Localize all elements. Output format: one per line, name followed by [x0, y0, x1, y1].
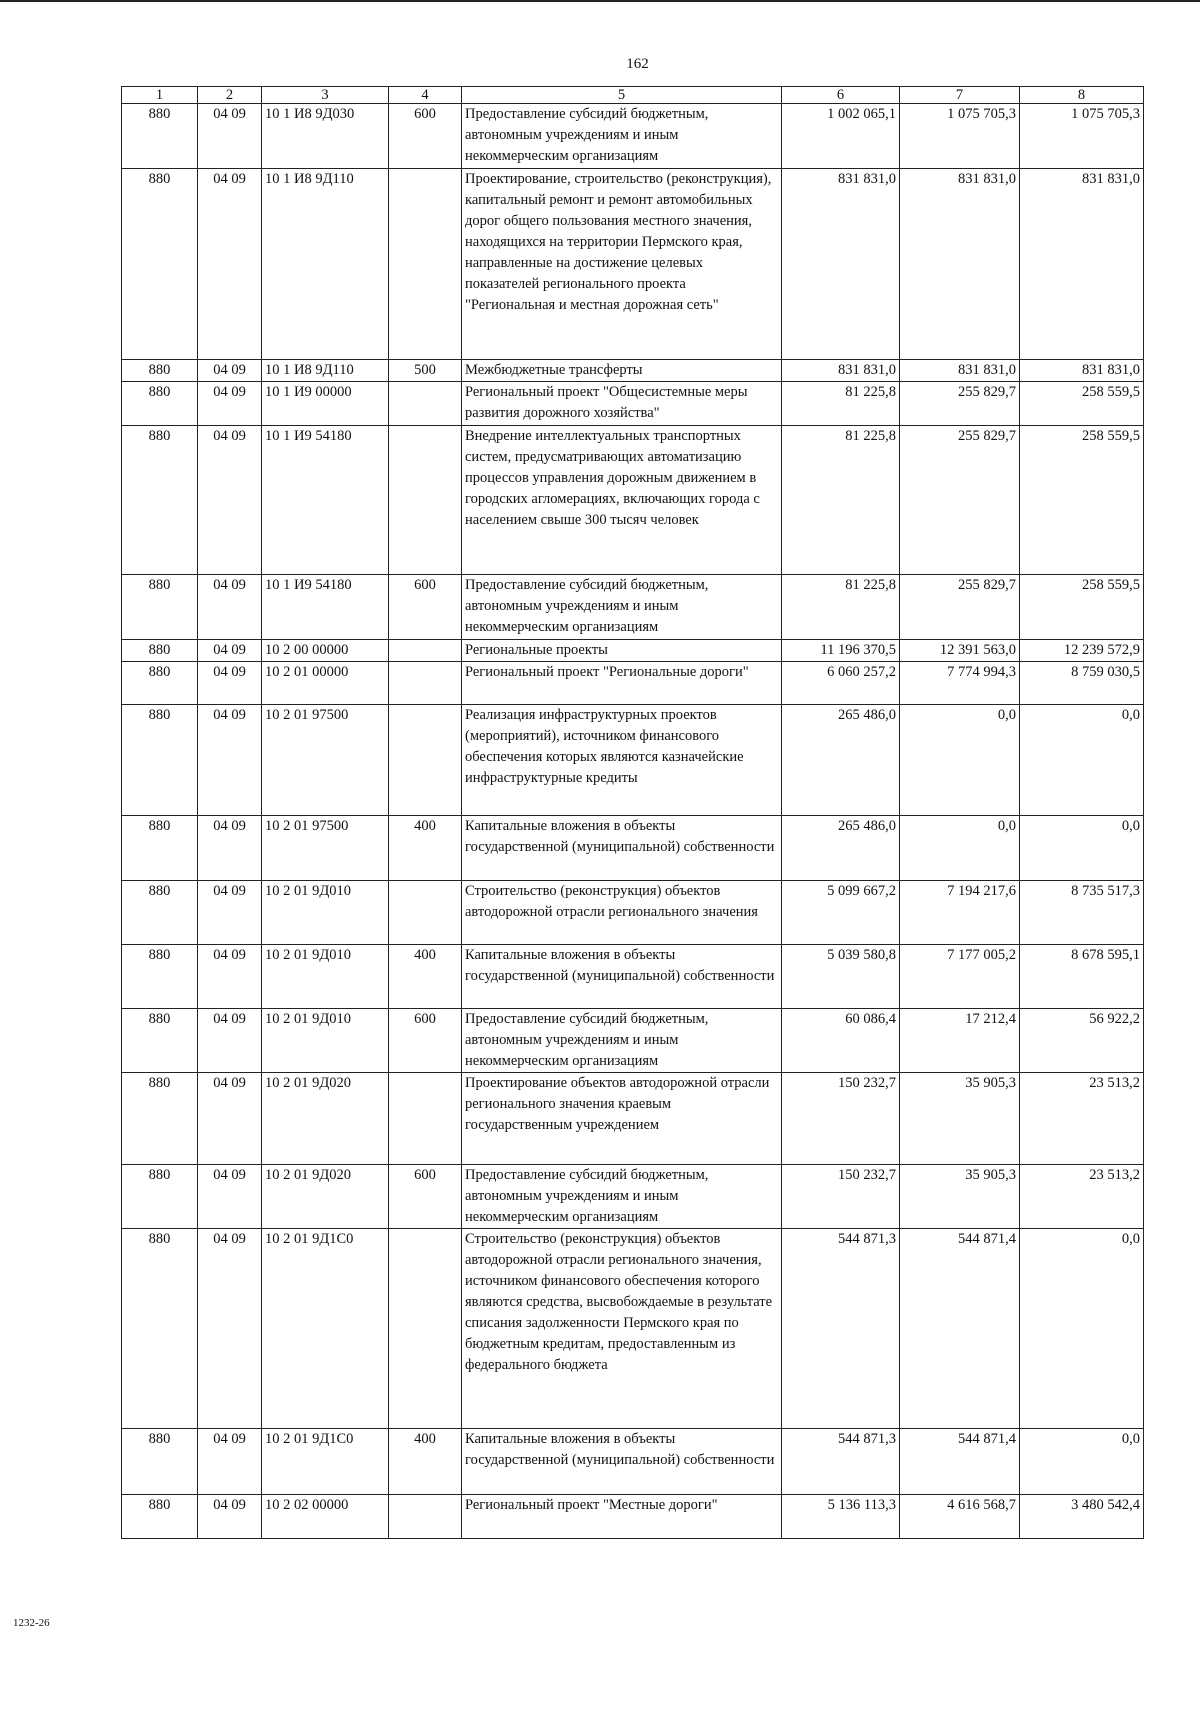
- cell-description: Строительство (реконструкция) объектов автодорожной отрасли регионального значения, источником финансового обеспечения которого являются средства, высвобождаемые в результате списания задолженности Пермского края по бюджетным кредитам, предоставленным из федерального бюджета: [462, 1229, 782, 1429]
- cell-amount-col6: 150 232,7: [782, 1073, 900, 1165]
- cell-section: 04 09: [198, 881, 262, 945]
- cell-amount-col7: 1 075 705,3: [900, 104, 1020, 169]
- cell-section: 04 09: [198, 1429, 262, 1495]
- cell-target-article: 10 2 01 9Д010: [262, 881, 389, 945]
- column-header: 8: [1020, 87, 1144, 104]
- cell-description: Межбюджетные трансферты: [462, 360, 782, 382]
- cell-description: Предоставление субсидий бюджетным, автономным учреждениям и иным некоммерческим организациям: [462, 1165, 782, 1229]
- cell-section: 04 09: [198, 575, 262, 640]
- cell-amount-col8: 23 513,2: [1020, 1073, 1144, 1165]
- scan-top-edge: [0, 0, 1200, 2]
- cell-amount-col7: 7 774 994,3: [900, 662, 1020, 705]
- cell-section: 04 09: [198, 945, 262, 1009]
- cell-section: 04 09: [198, 426, 262, 575]
- cell-amount-col6: 831 831,0: [782, 360, 900, 382]
- cell-chapter: 880: [122, 1495, 198, 1539]
- cell-chapter: 880: [122, 881, 198, 945]
- cell-section: 04 09: [198, 1165, 262, 1229]
- cell-chapter: 880: [122, 816, 198, 881]
- cell-amount-col7: 831 831,0: [900, 360, 1020, 382]
- cell-amount-col8: 0,0: [1020, 816, 1144, 881]
- cell-description: Реализация инфраструктурных проектов (мероприятий), источником финансового обеспечения которых являются казначейские инфраструктурные кредиты: [462, 705, 782, 816]
- table-row: [122, 945, 1144, 1009]
- cell-description: Внедрение интеллектуальных транспортных систем, предусматривающих автоматизацию процессов управления дорожным движением в городских агломерациях, включающих города с населением свыше 300 тысяч человек: [462, 426, 782, 575]
- cell-amount-col6: 1 002 065,1: [782, 104, 900, 169]
- cell-amount-col6: 6 060 257,2: [782, 662, 900, 705]
- cell-amount-col6: 5 039 580,8: [782, 945, 900, 1009]
- cell-chapter: 880: [122, 104, 198, 169]
- cell-chapter: 880: [122, 169, 198, 360]
- cell-section: 04 09: [198, 1495, 262, 1539]
- table-header-row: [122, 87, 1144, 104]
- cell-amount-col8: 8 759 030,5: [1020, 662, 1144, 705]
- column-header: 2: [198, 87, 262, 104]
- column-header: 6: [782, 87, 900, 104]
- cell-description: Предоставление субсидий бюджетным, автономным учреждениям и иным некоммерческим организациям: [462, 575, 782, 640]
- cell-chapter: 880: [122, 705, 198, 816]
- table-row: [122, 575, 1144, 640]
- cell-expense-type: 600: [389, 1165, 462, 1229]
- cell-amount-col8: 23 513,2: [1020, 1165, 1144, 1229]
- cell-description: Предоставление субсидий бюджетным, автономным учреждениям и иным некоммерческим организациям: [462, 104, 782, 169]
- cell-chapter: 880: [122, 1073, 198, 1165]
- cell-amount-col7: 7 177 005,2: [900, 945, 1020, 1009]
- cell-section: 04 09: [198, 705, 262, 816]
- cell-amount-col7: 4 616 568,7: [900, 1495, 1020, 1539]
- cell-amount-col8: 0,0: [1020, 1229, 1144, 1429]
- cell-amount-col8: 258 559,5: [1020, 382, 1144, 426]
- cell-amount-col6: 81 225,8: [782, 382, 900, 426]
- cell-amount-col7: 35 905,3: [900, 1073, 1020, 1165]
- cell-amount-col6: 265 486,0: [782, 816, 900, 881]
- cell-section: 04 09: [198, 360, 262, 382]
- table-row: [122, 881, 1144, 945]
- cell-amount-col7: 255 829,7: [900, 426, 1020, 575]
- cell-description: Проектирование объектов автодорожной отрасли регионального значения краевым государственным учреждением: [462, 1073, 782, 1165]
- cell-target-article: 10 2 00 00000: [262, 640, 389, 662]
- cell-target-article: 10 1 И9 54180: [262, 575, 389, 640]
- cell-section: 04 09: [198, 104, 262, 169]
- cell-expense-type: 600: [389, 575, 462, 640]
- cell-amount-col6: 60 086,4: [782, 1009, 900, 1073]
- cell-expense-type: 400: [389, 1429, 462, 1495]
- cell-target-article: 10 2 01 9Д1С0: [262, 1229, 389, 1429]
- cell-description: Строительство (реконструкция) объектов автодорожной отрасли регионального значения: [462, 881, 782, 945]
- table-row: [122, 640, 1144, 662]
- cell-target-article: 10 2 01 9Д010: [262, 1009, 389, 1073]
- cell-expense-type: [389, 426, 462, 575]
- table-row: [122, 382, 1144, 426]
- cell-expense-type: 500: [389, 360, 462, 382]
- cell-amount-col7: 7 194 217,6: [900, 881, 1020, 945]
- cell-target-article: 10 2 01 9Д010: [262, 945, 389, 1009]
- cell-expense-type: 600: [389, 104, 462, 169]
- cell-amount-col6: 5 099 667,2: [782, 881, 900, 945]
- cell-description: Капитальные вложения в объекты государственной (муниципальной) собственности: [462, 945, 782, 1009]
- cell-chapter: 880: [122, 360, 198, 382]
- table-row: [122, 1009, 1144, 1073]
- cell-target-article: 10 2 02 00000: [262, 1495, 389, 1539]
- cell-amount-col7: 831 831,0: [900, 169, 1020, 360]
- table-row: [122, 1165, 1144, 1229]
- cell-amount-col7: 255 829,7: [900, 382, 1020, 426]
- cell-amount-col7: 12 391 563,0: [900, 640, 1020, 662]
- cell-description: Региональные проекты: [462, 640, 782, 662]
- cell-expense-type: [389, 662, 462, 705]
- table-row: [122, 426, 1144, 575]
- cell-description: Капитальные вложения в объекты государственной (муниципальной) собственности: [462, 1429, 782, 1495]
- cell-chapter: 880: [122, 426, 198, 575]
- table-row: [122, 1429, 1144, 1495]
- cell-target-article: 10 1 И8 9Д030: [262, 104, 389, 169]
- cell-description: Региональный проект "Местные дороги": [462, 1495, 782, 1539]
- cell-amount-col8: 0,0: [1020, 705, 1144, 816]
- cell-target-article: 10 2 01 9Д020: [262, 1165, 389, 1229]
- cell-amount-col7: 544 871,4: [900, 1429, 1020, 1495]
- cell-description: Проектирование, строительство (реконструкция), капитальный ремонт и ремонт автомобильных дорог общего пользования местного значения, находящихся на территории Пермского края, направленные на достижение целевых показателей регионального проекта "Региональная и местная дорожная сеть": [462, 169, 782, 360]
- cell-section: 04 09: [198, 1229, 262, 1429]
- cell-amount-col8: 258 559,5: [1020, 426, 1144, 575]
- cell-amount-col7: 0,0: [900, 816, 1020, 881]
- table-row: [122, 360, 1144, 382]
- cell-expense-type: [389, 1073, 462, 1165]
- cell-section: 04 09: [198, 169, 262, 360]
- cell-expense-type: 600: [389, 1009, 462, 1073]
- cell-amount-col8: 831 831,0: [1020, 169, 1144, 360]
- cell-chapter: 880: [122, 640, 198, 662]
- table-row: [122, 705, 1144, 816]
- cell-target-article: 10 2 01 97500: [262, 816, 389, 881]
- cell-description: Предоставление субсидий бюджетным, автономным учреждениям и иным некоммерческим организациям: [462, 1009, 782, 1073]
- table-row: [122, 104, 1144, 169]
- cell-target-article: 10 1 И9 00000: [262, 382, 389, 426]
- table-row: [122, 1229, 1144, 1429]
- cell-chapter: 880: [122, 1009, 198, 1073]
- cell-amount-col6: 265 486,0: [782, 705, 900, 816]
- cell-description: Региональный проект "Региональные дороги": [462, 662, 782, 705]
- cell-expense-type: 400: [389, 816, 462, 881]
- cell-amount-col8: 8 735 517,3: [1020, 881, 1144, 945]
- cell-target-article: 10 1 И9 54180: [262, 426, 389, 575]
- cell-expense-type: [389, 1229, 462, 1429]
- cell-chapter: 880: [122, 945, 198, 1009]
- cell-amount-col6: 831 831,0: [782, 169, 900, 360]
- cell-amount-col8: 12 239 572,9: [1020, 640, 1144, 662]
- cell-amount-col6: 81 225,8: [782, 426, 900, 575]
- cell-expense-type: [389, 640, 462, 662]
- page-footer-code: 1232-26: [13, 1617, 50, 1629]
- table-row: [122, 1073, 1144, 1165]
- cell-section: 04 09: [198, 662, 262, 705]
- cell-expense-type: [389, 169, 462, 360]
- cell-amount-col7: 0,0: [900, 705, 1020, 816]
- cell-expense-type: [389, 382, 462, 426]
- cell-amount-col8: 258 559,5: [1020, 575, 1144, 640]
- cell-expense-type: [389, 1495, 462, 1539]
- page-number: 162: [626, 56, 649, 72]
- cell-target-article: 10 2 01 97500: [262, 705, 389, 816]
- cell-description: Капитальные вложения в объекты государственной (муниципальной) собственности: [462, 816, 782, 881]
- cell-amount-col7: 35 905,3: [900, 1165, 1020, 1229]
- column-header: 3: [262, 87, 389, 104]
- cell-amount-col6: 11 196 370,5: [782, 640, 900, 662]
- cell-target-article: 10 2 01 9Д020: [262, 1073, 389, 1165]
- cell-amount-col8: 0,0: [1020, 1429, 1144, 1495]
- cell-target-article: 10 2 01 9Д1С0: [262, 1429, 389, 1495]
- cell-target-article: 10 1 И8 9Д110: [262, 169, 389, 360]
- cell-section: 04 09: [198, 640, 262, 662]
- cell-chapter: 880: [122, 1165, 198, 1229]
- cell-chapter: 880: [122, 1429, 198, 1495]
- table-row: [122, 816, 1144, 881]
- cell-section: 04 09: [198, 1073, 262, 1165]
- cell-amount-col8: 8 678 595,1: [1020, 945, 1144, 1009]
- cell-amount-col7: 255 829,7: [900, 575, 1020, 640]
- cell-section: 04 09: [198, 382, 262, 426]
- cell-amount-col8: 1 075 705,3: [1020, 104, 1144, 169]
- column-header: 7: [900, 87, 1020, 104]
- column-header: 4: [389, 87, 462, 104]
- table-row: [122, 169, 1144, 360]
- cell-description: Региональный проект "Общесистемные меры развития дорожного хозяйства": [462, 382, 782, 426]
- cell-section: 04 09: [198, 1009, 262, 1073]
- cell-chapter: 880: [122, 1229, 198, 1429]
- cell-chapter: 880: [122, 575, 198, 640]
- cell-section: 04 09: [198, 816, 262, 881]
- cell-expense-type: [389, 705, 462, 816]
- cell-amount-col8: 3 480 542,4: [1020, 1495, 1144, 1539]
- cell-expense-type: 400: [389, 945, 462, 1009]
- table-row: [122, 1495, 1144, 1539]
- cell-target-article: 10 2 01 00000: [262, 662, 389, 705]
- cell-amount-col6: 5 136 113,3: [782, 1495, 900, 1539]
- cell-target-article: 10 1 И8 9Д110: [262, 360, 389, 382]
- cell-amount-col7: 544 871,4: [900, 1229, 1020, 1429]
- cell-chapter: 880: [122, 382, 198, 426]
- cell-amount-col6: 544 871,3: [782, 1429, 900, 1495]
- cell-amount-col8: 56 922,2: [1020, 1009, 1144, 1073]
- cell-expense-type: [389, 881, 462, 945]
- table-body: [122, 104, 1144, 1539]
- budget-table: [121, 86, 1144, 1539]
- column-header: 1: [122, 87, 198, 104]
- cell-amount-col8: 831 831,0: [1020, 360, 1144, 382]
- cell-chapter: 880: [122, 662, 198, 705]
- cell-amount-col6: 544 871,3: [782, 1229, 900, 1429]
- column-header: 5: [462, 87, 782, 104]
- table-row: [122, 662, 1144, 705]
- cell-amount-col7: 17 212,4: [900, 1009, 1020, 1073]
- cell-amount-col6: 81 225,8: [782, 575, 900, 640]
- cell-amount-col6: 150 232,7: [782, 1165, 900, 1229]
